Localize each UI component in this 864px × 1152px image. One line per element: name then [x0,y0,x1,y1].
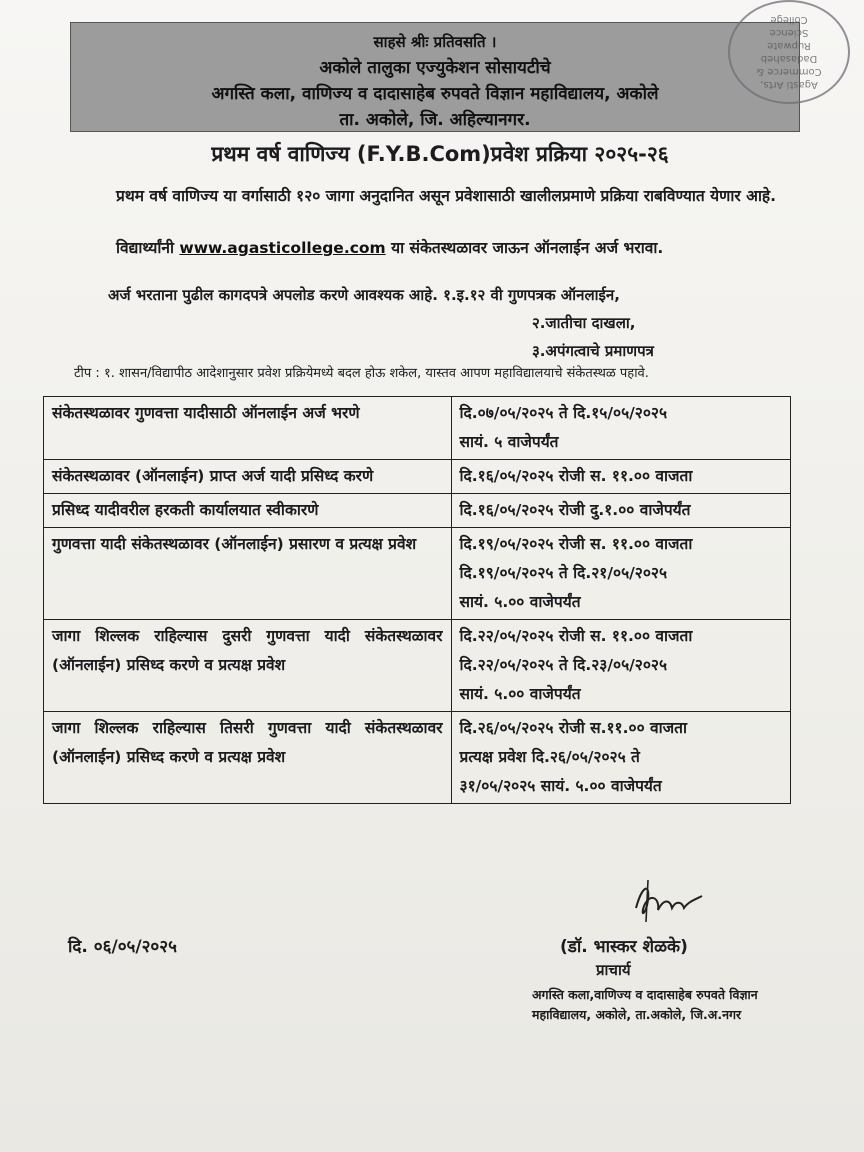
schedule-step: गुणवत्ता यादी संकेतस्थळावर (ऑनलाईन) प्रसारण व प्रत्यक्ष प्रवेश [44,528,452,620]
date-line: दि.१९/०५/२०२५ ते दि.२१/०५/२०२५ [459,564,668,582]
date-line: दि.२६/०५/२०२५ रोजी स.११.०० वाजता [459,719,688,737]
intro-paragraph: प्रथम वर्ष वाणिज्य या वर्गासाठी १२० जागा अनुदानित असून प्रवेशासाठी खालीलप्रमाणे प्रक्रिया राबविण्यात येणार आहे. [116,187,777,205]
date-line: ३१/०५/२०२५ सायं. ५.०० वाजेपर्यंत [459,777,662,795]
schedule-dates [451,528,790,620]
table-row [44,528,791,620]
table-row [44,397,791,460]
seal-text: Agasti Arts, Commerce & Dadasaheb Rupwate Science College [756,14,822,90]
date-line: सायं. ५ वाजेपर्यंत [459,433,559,451]
principal-title: प्राचार्य [596,961,631,979]
schedule-step: संकेतस्थळावर (ऑनलाईन) प्राप्त अर्ज यादी प्रसिध्द करणे [44,460,452,494]
schedule-step: जागा शिल्लक राहिल्यास तिसरी गुणवत्ता यादी संकेतस्थळावर (ऑनलाईन) प्रसिध्द करणे व प्रत्यक्ष प्रवेश [44,712,452,804]
schedule-dates [451,712,790,804]
documents-intro: अर्ज भरताना पुढील कागदपत्रे अपलोड करणे आवश्यक आहे. १.इ.१२ वी गुणपत्रक ऑनलाईन, [108,286,620,304]
apply-prefix: विद्यार्थ्यांनी [116,239,180,257]
table-row [44,460,791,494]
schedule-step: संकेतस्थळावर गुणवत्ता यादीसाठी ऑनलाईन अर्ज भरणे [44,397,452,460]
society-name: अकोले तालुका एज्युकेशन सोसायटीचे [319,58,551,78]
date-line: दि.०७/०५/२०२५ ते दि.१५/०५/२०२५ [459,404,668,422]
date-line: प्रत्यक्ष प्रवेश दि.२६/०५/२०२५ ते [459,748,640,766]
note-text: टीप : १. शासन/विद्यापीठ आदेशानुसार प्रवेश प्रक्रियेमध्ये बदल होऊ शकेल, यास्तव आपण महाविद्यालयाचे संकेतस्थळ पहावे. [74,366,649,381]
schedule-dates [451,397,790,460]
date-line: दि.१६/०५/२०२५ रोजी स. ११.०० वाजता [459,467,693,485]
principal-name: (डॉ. भास्कर शेळके) [560,937,688,957]
principal-institution: अगस्ति कला,वाणिज्य व दादासाहेब रुपवते विज्ञान महाविद्यालय, अकोले, ता.अकोले, जि.अ.नगर [532,987,758,1022]
apply-suffix: या संकेतस्थळावर जाऊन ऑनलाईन अर्ज भरावा. [385,239,664,257]
apply-instruction [116,236,796,260]
schedule-dates [451,620,790,712]
notice-date: दि. ०६/०५/२०२५ [68,937,177,957]
schedule-step: जागा शिल्लक राहिल्यास दुसरी गुणवत्ता यादी संकेतस्थळावर (ऑनलाईन) प्रसिध्द करणे व प्रत्यक्ष प्रवेश [44,620,452,712]
date-line: दि.२२/०५/२०२५ रोजी स. ११.०० वाजता [459,627,693,645]
admission-schedule-table [43,396,791,804]
schedule-dates [451,460,790,494]
college-address: ता. अकोले, जि. अहिल्यानगर. [339,110,531,130]
college-seal-stamp [728,0,850,104]
date-line: सायं. ५.०० वाजेपर्यंत [459,685,581,703]
signature-icon [628,878,708,926]
date-line: दि.१९/०५/२०२५ रोजी स. ११.०० वाजता [459,535,693,553]
college-website-link[interactable]: www.agasticollege.com [179,239,386,257]
notice-title: प्रथम वर्ष वाणिज्य (F.Y.B.Com)प्रवेश प्रक्रिया २०२५-२६ [211,142,669,166]
college-name: अगस्ति कला, वाणिज्य व दादासाहेब रुपवते विज्ञान महाविद्यालय, अकोले [211,84,659,104]
schedule-step: प्रसिध्द यादीवरील हरकती कार्यालयात स्वीकारणे [44,494,452,528]
table-row [44,620,791,712]
letterhead [70,22,800,132]
schedule-dates [451,494,790,528]
date-line: सायं. ५.०० वाजेपर्यंत [459,593,581,611]
letterhead-motto: साहसे श्रीः प्रतिवसति । [373,33,497,51]
document-caste-certificate: २.जातीचा दाखला, [532,314,636,332]
table-row [44,494,791,528]
document-disability-certificate: ३.अपंगत्वाचे प्रमाणपत्र [532,342,654,360]
date-line: दि.२२/०५/२०२५ ते दि.२३/०५/२०२५ [459,656,668,674]
table-row [44,712,791,804]
date-line: दि.१६/०५/२०२५ रोजी दु.१.०० वाजेपर्यंत [459,501,691,519]
